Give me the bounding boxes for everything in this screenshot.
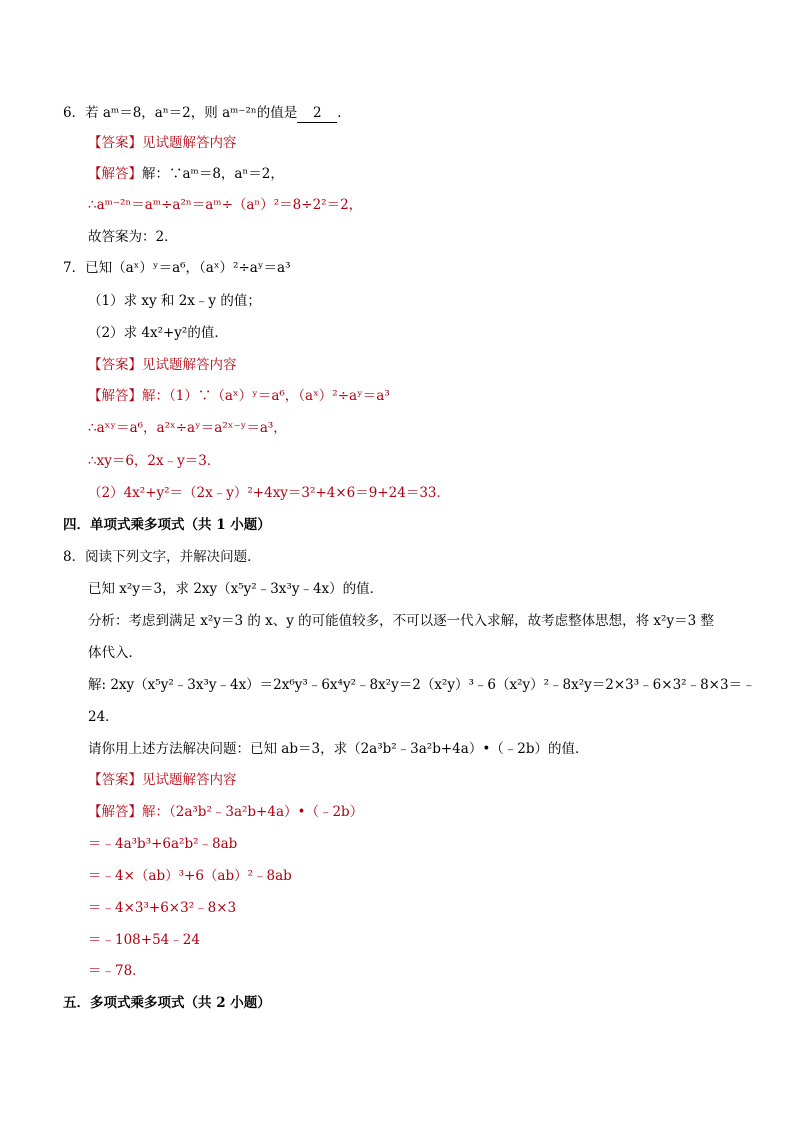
q6-answer: 【答案】见试题解答内容 [88, 135, 237, 151]
question-6 [63, 104, 351, 123]
q8-solution-6: ＝﹣78． [88, 963, 146, 979]
q6-solution-1 [88, 165, 284, 183]
q7-solution-4: （2）4x²+y²＝（2x﹣y）²+4xy＝3²+4×6＝9+24＝33． [88, 485, 450, 501]
q8-solution-2: ＝﹣4a³b³+6a²b²﹣8ab [88, 836, 238, 852]
q7-solution-2: ∴aˣʸ＝a⁶，a²ˣ÷aʸ＝a²ˣ⁻ʸ＝a³， [88, 420, 287, 436]
solution-label: 【解答】 [88, 388, 142, 404]
question-7: 7．已知（aˣ）ʸ＝a⁶，（aˣ）²÷aʸ＝a³ [63, 260, 291, 276]
solution-text: 解：（2a³b²﹣3a²b+4a）•（﹣2b） [142, 804, 364, 820]
solution-label: 【解答】 [88, 804, 142, 820]
question-8-analysis-cont: 体代入． [88, 645, 142, 661]
section-4-heading: 四．单项式乘多项式（共 1 小题） [63, 517, 271, 533]
question-7-part-1: （1）求 xy 和 2x﹣y 的值； [88, 293, 261, 309]
solution-text: 解：∵aᵐ＝8，aⁿ＝2， [142, 166, 284, 182]
answer-blank: 2 [297, 104, 337, 123]
q7-answer: 【答案】见试题解答内容 [88, 357, 237, 373]
question-8-example: 解: 2xy（x⁵y²﹣3x³y﹣4x）＝2x⁶y³﹣6x⁴y²﹣8x²y＝2（x²y）³﹣6（x²y）²﹣8x²y＝2×3³﹣6×3²﹣8×3＝﹣ [88, 677, 756, 693]
q8-solution-5: ＝﹣108+54﹣24 [88, 932, 200, 948]
solution-text: 解：（1）∵（aˣ）ʸ＝a⁶，（aˣ）²÷aʸ＝a³ [142, 388, 390, 404]
q8-solution-3: ＝﹣4×（ab）³+6（ab）²﹣8ab [88, 868, 292, 884]
question-8-example-cont: 24． [88, 709, 119, 725]
solution-label: 【解答】 [88, 166, 142, 182]
q8-solution-1 [88, 803, 363, 821]
question-6-end: ． [337, 105, 351, 121]
q7-solution-1 [88, 387, 390, 405]
section-5-heading: 五．多项式乘多项式（共 2 小题） [63, 995, 271, 1011]
question-8-analysis: 分析：考虑到满足 x²y＝3 的 x、y 的可能值较多，不可以逐一代入求解，故考虑整体思想，将 x²y＝3 整 [88, 613, 714, 629]
question-8-given: 已知 x²y＝3，求 2xy（x⁵y²﹣3x³y﹣4x）的值． [88, 581, 384, 597]
q6-solution-3: 故答案为：2． [88, 229, 178, 245]
question-6-text: 6．若 aᵐ＝8，aⁿ＝2，则 aᵐ⁻²ⁿ的值是 [63, 105, 298, 121]
question-8: 8．阅读下列文字，并解决问题． [63, 549, 261, 565]
q8-solution-4: ＝﹣4×3³+6×3²﹣8×3 [88, 900, 237, 916]
q7-solution-3: ∴xy＝6，2x﹣y＝3． [88, 453, 221, 469]
question-7-part-2: （2）求 4x²+y²的值． [88, 325, 228, 341]
q6-solution-2: ∴aᵐ⁻²ⁿ＝aᵐ÷a²ⁿ＝aᵐ÷（aⁿ）²＝8÷2²＝2， [88, 197, 363, 213]
question-8-task: 请你用上述方法解决问题：已知 ab＝3，求（2a³b²﹣3a²b+4a）•（﹣2b）的值． [88, 741, 589, 757]
q8-answer: 【答案】见试题解答内容 [88, 772, 237, 788]
